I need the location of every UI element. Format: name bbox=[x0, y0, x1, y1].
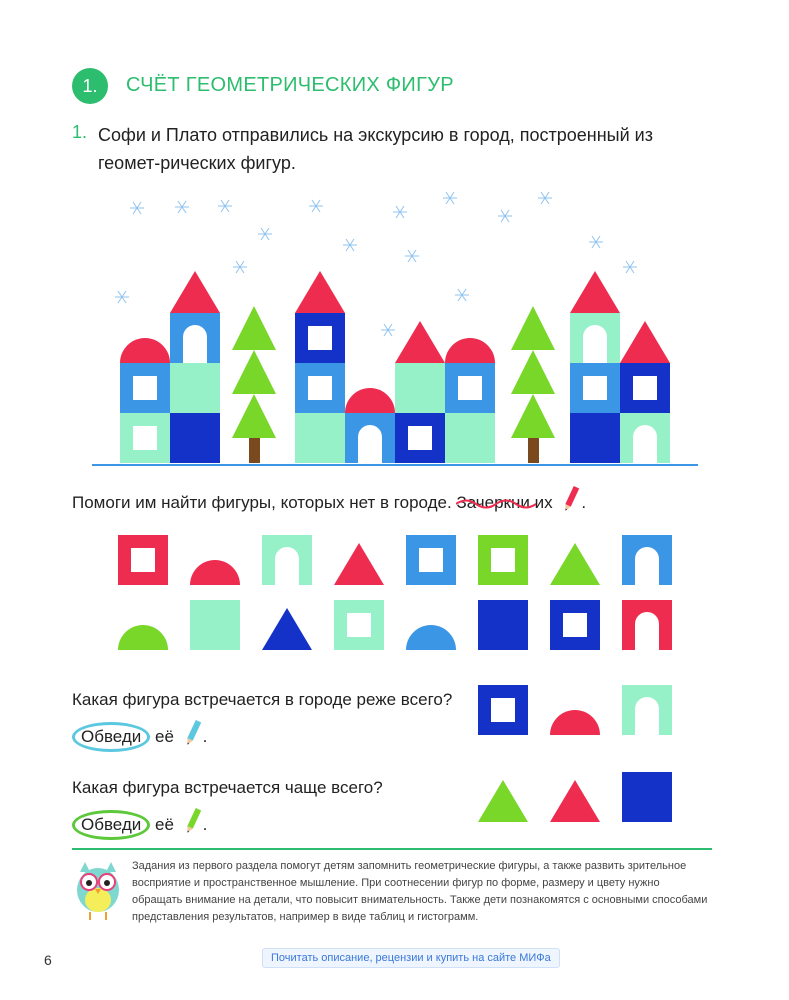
answer-option[interactable] bbox=[622, 772, 672, 822]
building-1 bbox=[120, 271, 220, 463]
building-2 bbox=[295, 271, 345, 463]
shape-option[interactable] bbox=[550, 600, 600, 650]
shape-option[interactable] bbox=[622, 535, 672, 585]
shapes-grid bbox=[110, 530, 680, 660]
strike-word: Зачеркни bbox=[456, 493, 529, 513]
answer-option[interactable] bbox=[622, 685, 672, 735]
question-2-options bbox=[470, 768, 680, 830]
question-2-text: Какая фигура встречается чаще всего? bbox=[72, 778, 383, 797]
circled-action-word: Обведи bbox=[72, 722, 150, 752]
question-1-text: Какая фигура встречается в городе реже всего? bbox=[72, 690, 453, 709]
red-strike-icon bbox=[456, 497, 536, 511]
buy-book-link[interactable]: Почитать описание, рецензии и купить на сайте МИФа bbox=[262, 948, 560, 968]
city-illustration bbox=[90, 185, 700, 470]
section-number-badge: 1. bbox=[72, 68, 108, 104]
question-1-action: Обведи её . bbox=[80, 718, 207, 752]
shape-option[interactable] bbox=[334, 543, 384, 585]
answer-option[interactable] bbox=[478, 685, 528, 735]
green-pencil-icon bbox=[183, 806, 203, 836]
question-1-options bbox=[470, 680, 680, 742]
shape-option[interactable] bbox=[118, 535, 168, 585]
section-title: СЧЁТ ГЕОМЕТРИЧЕСКИХ ФИГУР bbox=[126, 74, 454, 96]
building-4 bbox=[570, 271, 670, 463]
question-2-action: Обведи её . bbox=[80, 806, 207, 840]
answer-option[interactable] bbox=[550, 780, 600, 822]
red-pencil-icon bbox=[561, 484, 581, 514]
shape-option[interactable] bbox=[334, 600, 384, 650]
circled-action-word: Обведи bbox=[72, 810, 150, 840]
shape-option[interactable] bbox=[190, 560, 240, 585]
shape-option[interactable] bbox=[406, 535, 456, 585]
shape-option[interactable] bbox=[622, 600, 672, 650]
shape-option[interactable] bbox=[118, 625, 168, 650]
page-number: 6 bbox=[44, 952, 52, 968]
answer-option[interactable] bbox=[478, 780, 528, 822]
shape-option[interactable] bbox=[262, 608, 312, 650]
blue-pencil-icon bbox=[183, 718, 203, 748]
owl-mascot-icon bbox=[72, 856, 124, 926]
footer-divider bbox=[72, 848, 712, 850]
shape-option[interactable] bbox=[190, 600, 240, 650]
shape-option[interactable] bbox=[478, 600, 528, 650]
shape-option[interactable] bbox=[478, 535, 528, 585]
task-number: 1. bbox=[72, 122, 88, 142]
answer-option[interactable] bbox=[550, 710, 600, 735]
tree-2 bbox=[511, 306, 555, 463]
shape-option[interactable] bbox=[262, 535, 312, 585]
parent-note: Задания из первого раздела помогут детям запомнить геометрические фигуры, а также развить зрительное восприятие и пространственное мышление. При соотнесении фигур по форме, размеру и цвету нужно обращать внимание на детали, что повысит внимательность. Также дети познакомятся с основными способами представления результатов, например в виде таблиц и гистограмм. bbox=[132, 860, 708, 923]
building-3 bbox=[345, 321, 495, 463]
shape-option[interactable] bbox=[406, 625, 456, 650]
instruction-line: Помоги им найти фигуры, которых нет в городе. Зачеркни их . bbox=[72, 484, 586, 514]
shape-option[interactable] bbox=[550, 543, 600, 585]
tree-1 bbox=[232, 306, 276, 463]
task-text: Софи и Плато отправились на экскурсию в город, построенный из геомет-рических фигур. bbox=[98, 125, 653, 173]
